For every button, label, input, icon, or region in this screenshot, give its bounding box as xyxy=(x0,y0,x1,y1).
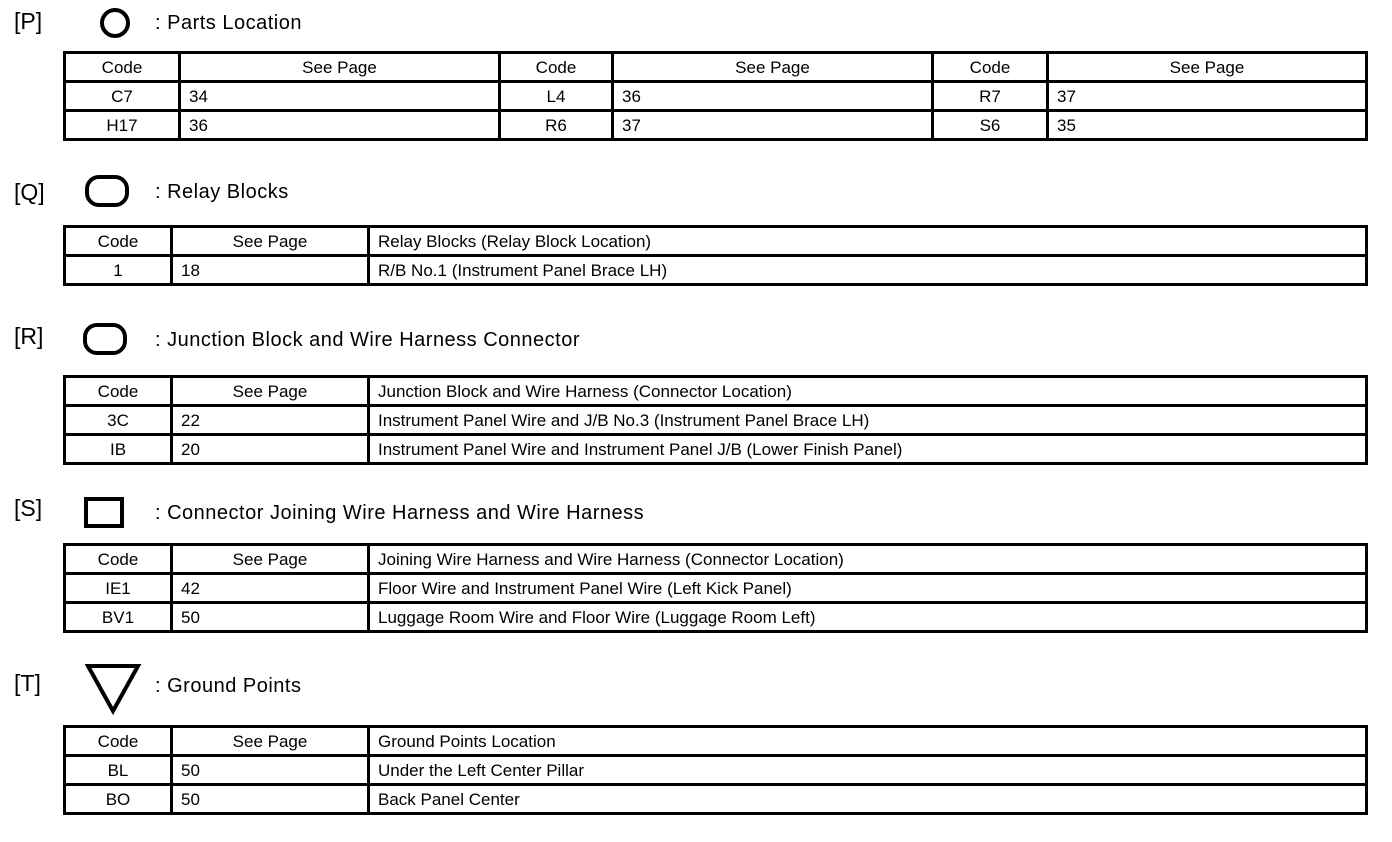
code-cell: L4 xyxy=(500,82,613,111)
header-code: Code xyxy=(933,53,1048,82)
square-icon xyxy=(83,496,125,530)
table-row xyxy=(65,406,1367,435)
code-cell: BV1 xyxy=(65,603,172,632)
table-header-row xyxy=(65,377,1367,406)
code-cell: R7 xyxy=(933,82,1048,111)
header-code: Code xyxy=(65,53,180,82)
header-see-page: See Page xyxy=(172,727,369,756)
header-see-page: See Page xyxy=(613,53,933,82)
section-q-letter: [Q] xyxy=(14,179,45,205)
table-header-row xyxy=(65,545,1367,574)
section-r-title: : Junction Block and Wire Harness Connector xyxy=(155,329,581,351)
rounded-rectangle-icon xyxy=(84,174,130,208)
junction-block-table xyxy=(63,375,1368,465)
section-q-title: : Relay Blocks xyxy=(155,181,289,203)
page-cell: 37 xyxy=(613,111,933,140)
page-cell: 20 xyxy=(172,435,369,464)
code-cell: IE1 xyxy=(65,574,172,603)
code-cell: BO xyxy=(65,785,172,814)
header-code: Code xyxy=(65,377,172,406)
header-see-page: See Page xyxy=(172,227,369,256)
description-cell: Under the Left Center Pillar xyxy=(369,756,1367,785)
section-s-title: : Connector Joining Wire Harness and Wire Harness xyxy=(155,502,645,524)
code-cell: C7 xyxy=(65,82,180,111)
relay-blocks-table xyxy=(63,225,1368,286)
description-cell: Instrument Panel Wire and Instrument Panel J/B (Lower Finish Panel) xyxy=(369,435,1367,464)
table-header-row xyxy=(65,727,1367,756)
description-cell: R/B No.1 (Instrument Panel Brace LH) xyxy=(369,256,1367,285)
header-code: Code xyxy=(65,545,172,574)
section-r-letter: [R] xyxy=(14,323,44,349)
table-header-row xyxy=(65,53,1367,82)
header-description: Joining Wire Harness and Wire Harness (Connector Location) xyxy=(369,545,1367,574)
description-cell: Floor Wire and Instrument Panel Wire (Left Kick Panel) xyxy=(369,574,1367,603)
header-see-page: See Page xyxy=(172,545,369,574)
page-cell: 18 xyxy=(172,256,369,285)
code-cell: 3C xyxy=(65,406,172,435)
header-description: Junction Block and Wire Harness (Connector Location) xyxy=(369,377,1367,406)
rounded-rectangle-icon xyxy=(82,322,128,356)
connector-joining-table xyxy=(63,543,1368,633)
table-row xyxy=(65,435,1367,464)
section-s-letter: [S] xyxy=(14,495,43,521)
code-cell: R6 xyxy=(500,111,613,140)
header-see-page: See Page xyxy=(180,53,500,82)
table-row xyxy=(65,82,1367,111)
header-description: Relay Blocks (Relay Block Location) xyxy=(369,227,1367,256)
table-row xyxy=(65,111,1367,140)
page-cell: 36 xyxy=(180,111,500,140)
code-cell: S6 xyxy=(933,111,1048,140)
table-row xyxy=(65,256,1367,285)
section-p-title: : Parts Location xyxy=(155,12,302,34)
header-code: Code xyxy=(65,227,172,256)
section-p-letter: [P] xyxy=(14,8,43,34)
description-cell: Back Panel Center xyxy=(369,785,1367,814)
page-cell: 22 xyxy=(172,406,369,435)
header-code: Code xyxy=(500,53,613,82)
code-cell: IB xyxy=(65,435,172,464)
parts-location-table xyxy=(63,51,1368,141)
code-cell: 1 xyxy=(65,256,172,285)
page-cell: 50 xyxy=(172,756,369,785)
page-cell: 35 xyxy=(1048,111,1367,140)
header-code: Code xyxy=(65,727,172,756)
page-cell: 42 xyxy=(172,574,369,603)
description-cell: Luggage Room Wire and Floor Wire (Luggage Room Left) xyxy=(369,603,1367,632)
page-cell: 34 xyxy=(180,82,500,111)
table-row xyxy=(65,756,1367,785)
code-cell: H17 xyxy=(65,111,180,140)
header-see-page: See Page xyxy=(1048,53,1367,82)
section-t-letter: [T] xyxy=(14,670,41,696)
circle-icon xyxy=(98,6,132,40)
page-cell: 50 xyxy=(172,785,369,814)
header-see-page: See Page xyxy=(172,377,369,406)
page-cell: 37 xyxy=(1048,82,1367,111)
section-t-title: : Ground Points xyxy=(155,675,302,697)
ground-points-table xyxy=(63,725,1368,815)
table-row xyxy=(65,603,1367,632)
page-cell: 36 xyxy=(613,82,933,111)
description-cell: Instrument Panel Wire and J/B No.3 (Instrument Panel Brace LH) xyxy=(369,406,1367,435)
code-cell: BL xyxy=(65,756,172,785)
page-cell: 50 xyxy=(172,603,369,632)
header-description: Ground Points Location xyxy=(369,727,1367,756)
table-row xyxy=(65,785,1367,814)
down-triangle-icon xyxy=(84,662,142,716)
table-header-row xyxy=(65,227,1367,256)
table-row xyxy=(65,574,1367,603)
